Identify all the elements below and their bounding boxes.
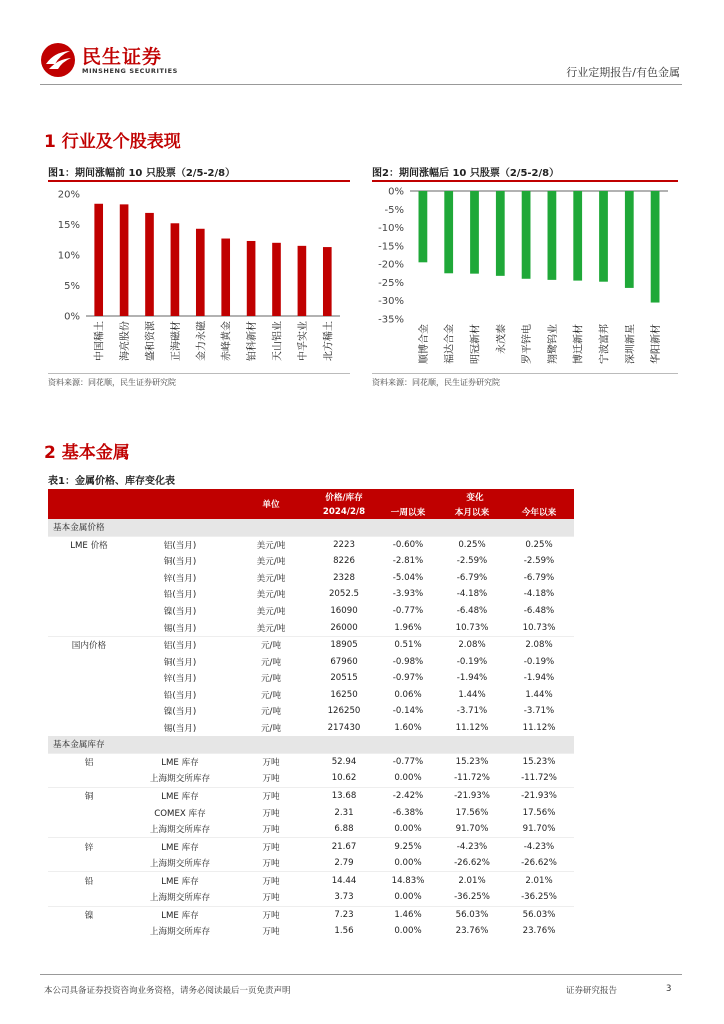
cell-item: 铝(当月) <box>130 536 230 553</box>
cell-week: -5.04% <box>392 572 424 583</box>
cell-week: -0.77% <box>376 753 440 770</box>
bar <box>599 191 608 282</box>
section-2-title: 2 基本金属 <box>44 443 130 463</box>
y-tick-label: 10% <box>57 250 80 262</box>
table-row <box>48 686 574 703</box>
fig2-title: 图2：期间涨幅后 10 只股票（2/5-2/8） <box>372 168 560 179</box>
fig2-title-underline <box>372 180 678 182</box>
bar <box>625 191 634 288</box>
cell-group <box>48 686 130 703</box>
cell-week: 0.00% <box>394 773 422 784</box>
table-row <box>48 906 574 923</box>
fig1-title-underline <box>48 180 350 182</box>
cell-group: 国内价格 <box>48 636 130 653</box>
cell-value: 126250 <box>327 706 361 717</box>
y-tick-label: 0% <box>64 311 80 323</box>
section-row-stock <box>48 736 574 753</box>
section-1-title: 1 行业及个股表现 <box>44 132 181 152</box>
y-tick-label: -10% <box>378 223 404 235</box>
category-label: 正海磁材 <box>170 321 182 361</box>
cell-group <box>48 720 130 737</box>
y-tick-label: 5% <box>64 281 80 292</box>
cell-group <box>48 889 130 906</box>
category-label: 深圳新星 <box>625 324 637 364</box>
table-row <box>48 536 574 553</box>
bar <box>94 204 103 316</box>
cell-item: COMEX 库存 <box>154 808 206 819</box>
cell-month: -26.62% <box>454 858 490 869</box>
cell-unit: 万吨 <box>230 872 312 889</box>
cell-week: 9.25% <box>376 838 440 855</box>
cell-month: -6.79% <box>456 572 488 583</box>
category-label: 顺博合金 <box>418 324 430 364</box>
cell-item: 铝(当月) <box>130 636 230 653</box>
y-tick-label: -15% <box>378 241 404 253</box>
cell-unit: 元/吨 <box>260 674 282 685</box>
logo <box>40 40 180 78</box>
fig2-source-divider <box>372 373 678 374</box>
cell-ytd: -4.23% <box>504 838 574 855</box>
cell-week: 0.06% <box>394 689 422 700</box>
table-row <box>48 821 574 838</box>
cell-item: 上海期交所库存 <box>149 859 211 870</box>
cell-unit: 万吨 <box>230 787 312 804</box>
cell-item: LME 库存 <box>130 906 230 923</box>
cell-group <box>48 586 130 603</box>
chart-top10 <box>48 183 350 373</box>
footer-label: 证券研究报告 <box>566 986 618 996</box>
bar <box>221 239 230 316</box>
header-change: 变化 <box>376 489 574 504</box>
cell-item: 上海期交所库存 <box>149 893 211 904</box>
fig1-source: 资料来源：同花顺，民生证券研究院 <box>48 378 176 387</box>
cell-month: 10.73% <box>455 622 489 633</box>
table-row <box>48 553 574 570</box>
category-label: 华阳新材 <box>651 324 663 364</box>
cell-month: -0.19% <box>456 656 488 667</box>
cell-value: 10.62 <box>331 773 357 784</box>
cell-value: 2223 <box>312 536 376 553</box>
cell-item: 锡(当月) <box>163 723 197 734</box>
cell-month: 17.56% <box>455 807 489 818</box>
cell-item: 锌(当月) <box>163 674 197 685</box>
cell-week: 1.60% <box>394 722 422 733</box>
cell-ytd: -6.79% <box>523 572 555 583</box>
cell-month: 15.23% <box>440 753 504 770</box>
cell-item: 上海期交所库存 <box>149 927 211 938</box>
cell-week: 0.00% <box>394 824 422 835</box>
cell-month: 1.44% <box>458 689 486 700</box>
cell-ytd: -11.72% <box>521 773 557 784</box>
cell-month: 11.12% <box>455 722 489 733</box>
header-price-stock: 价格/库存 <box>312 489 376 504</box>
cell-item: LME 库存 <box>130 753 230 770</box>
bar <box>247 241 256 316</box>
cell-ytd: -26.62% <box>521 858 557 869</box>
header-week: 一周以来 <box>376 504 440 519</box>
cell-item: 锌(当月) <box>163 573 197 584</box>
chart-bottom10 <box>372 183 678 373</box>
table-row <box>48 703 574 720</box>
cell-ytd: 2.08% <box>504 636 574 653</box>
bar <box>323 247 332 316</box>
table-row <box>48 720 574 737</box>
cell-value: 20515 <box>330 673 358 684</box>
table-row <box>48 787 574 804</box>
cell-month: 23.76% <box>455 926 489 937</box>
table-header-row-1 <box>48 489 574 504</box>
header-unit: 单位 <box>230 489 312 519</box>
table-row <box>48 636 574 653</box>
y-tick-label: 15% <box>57 220 80 231</box>
cell-week: -2.42% <box>376 787 440 804</box>
footer-disclaimer: 本公司具备证券投资咨询业务资格，请务必阅读最后一页免责声明 <box>44 986 291 996</box>
table-row <box>48 586 574 603</box>
cell-item: 铅(当月) <box>163 690 197 701</box>
y-tick-label: -5% <box>384 204 404 216</box>
cell-unit: 万吨 <box>262 825 280 836</box>
bar <box>419 191 428 262</box>
category-label: 铂科新材 <box>247 321 259 361</box>
table-row <box>48 923 574 940</box>
bar <box>120 204 129 316</box>
y-tick-label: -30% <box>378 296 404 308</box>
cell-week: -0.98% <box>392 656 424 667</box>
category-label: 罗平锌电 <box>522 324 534 364</box>
cell-group <box>48 619 130 636</box>
report-type: 行业定期报告/有色金属 <box>566 66 680 79</box>
bar <box>522 191 531 279</box>
cell-unit: 元/吨 <box>260 707 282 718</box>
cell-ytd: 1.44% <box>525 689 553 700</box>
cell-group <box>48 553 130 570</box>
bar <box>496 191 505 276</box>
cell-month: 0.25% <box>440 536 504 553</box>
cell-month: -21.93% <box>440 787 504 804</box>
cell-ytd: 23.76% <box>522 926 556 937</box>
cell-ytd: -3.71% <box>523 706 555 717</box>
cell-group: 铜 <box>48 787 130 804</box>
table-row <box>48 838 574 855</box>
section-label: 基本金属库存 <box>48 736 574 753</box>
cell-week: 1.46% <box>376 906 440 923</box>
cell-group <box>48 653 130 670</box>
category-label: 天山铝业 <box>272 321 284 361</box>
cell-value: 2328 <box>333 572 355 583</box>
cell-value: 217430 <box>327 722 361 733</box>
cell-value: 8226 <box>333 556 355 567</box>
cell-value: 13.68 <box>312 787 376 804</box>
table-row <box>48 619 574 636</box>
y-tick-label: -20% <box>378 259 404 271</box>
cell-ytd: -2.59% <box>523 556 555 567</box>
cell-ytd: 10.73% <box>522 622 556 633</box>
cell-unit: 万吨 <box>230 906 312 923</box>
category-label: 中国稀土 <box>94 321 106 361</box>
cell-value: 2.79 <box>334 858 354 869</box>
cell-item: 铜(当月) <box>163 657 197 668</box>
cell-value: 2052.5 <box>328 589 360 600</box>
cell-week: -0.97% <box>392 673 424 684</box>
header-date: 2024/2/8 <box>312 504 376 519</box>
category-label: 北方稀土 <box>323 321 335 361</box>
cell-group <box>48 670 130 687</box>
cell-item: 镍(当月) <box>163 707 197 718</box>
table-row <box>48 804 574 821</box>
bar <box>272 243 281 316</box>
bar <box>573 191 582 281</box>
cell-value: 7.23 <box>312 906 376 923</box>
cell-unit: 美元/吨 <box>256 557 286 568</box>
cell-week: 0.51% <box>376 636 440 653</box>
fig1-title: 图1：期间涨幅前 10 只股票（2/5-2/8） <box>48 168 236 179</box>
cell-month: -1.94% <box>456 673 488 684</box>
y-tick-label: 0% <box>388 186 404 198</box>
footer-divider <box>40 974 682 975</box>
category-label: 福达合金 <box>444 324 456 364</box>
cell-group: 铝 <box>48 753 130 770</box>
cell-month: -36.25% <box>454 892 490 903</box>
y-tick-label: 20% <box>57 189 80 201</box>
bar <box>651 191 660 303</box>
fig1-source-divider <box>48 373 350 374</box>
header-blank <box>130 489 230 504</box>
cell-month: -4.23% <box>440 838 504 855</box>
cell-unit: 元/吨 <box>260 723 282 734</box>
logo-text-cn: 民生证券 <box>82 46 163 68</box>
cell-month: 56.03% <box>440 906 504 923</box>
cell-month: 91.70% <box>455 824 489 835</box>
cell-item: 上海期交所库存 <box>149 774 211 785</box>
header-month: 本月以来 <box>440 504 504 519</box>
cell-ytd: -1.94% <box>523 673 555 684</box>
table-row <box>48 872 574 889</box>
bar <box>444 191 453 273</box>
header-blank <box>48 489 130 504</box>
cell-unit: 万吨 <box>262 859 280 870</box>
cell-item: 铅(当月) <box>163 590 197 601</box>
cell-week: -2.81% <box>392 556 424 567</box>
cell-unit: 美元/吨 <box>256 590 286 601</box>
table-row <box>48 653 574 670</box>
cell-value: 16250 <box>330 689 358 700</box>
cell-month: -11.72% <box>454 773 490 784</box>
cell-item: 锡(当月) <box>163 623 197 634</box>
cell-item: LME 库存 <box>130 872 230 889</box>
y-tick-label: -25% <box>378 277 404 289</box>
fig2-source: 资料来源：同花顺，民生证券研究院 <box>372 378 500 387</box>
cell-week: -3.93% <box>392 589 424 600</box>
cell-month: -3.71% <box>456 706 488 717</box>
cell-month: -4.18% <box>456 589 488 600</box>
cell-value: 14.44 <box>312 872 376 889</box>
cell-group <box>48 923 130 940</box>
cell-group: 铅 <box>48 872 130 889</box>
header-blank <box>48 504 130 519</box>
cell-value: 1.56 <box>334 926 354 937</box>
cell-ytd: -0.19% <box>523 656 555 667</box>
cell-group <box>48 855 130 872</box>
cell-ytd: 11.12% <box>522 722 556 733</box>
cell-unit: 美元/吨 <box>256 607 286 617</box>
cell-week: 0.00% <box>394 892 422 903</box>
metals-table <box>48 489 574 940</box>
cell-value: 26000 <box>330 622 358 633</box>
cell-week: 1.96% <box>394 622 422 633</box>
cell-value: 21.67 <box>312 838 376 855</box>
header-divider <box>40 84 682 85</box>
cell-ytd: -6.48% <box>523 606 555 616</box>
cell-unit: 美元/吨 <box>256 573 286 584</box>
cell-unit: 美元/吨 <box>256 623 286 634</box>
cell-week: -0.14% <box>392 706 424 717</box>
cell-group <box>48 804 130 821</box>
section-label: 基本金属价格 <box>48 519 574 536</box>
cell-value: 67960 <box>330 656 358 667</box>
cell-group <box>48 570 130 587</box>
cell-ytd: 0.25% <box>504 536 574 553</box>
table-row <box>48 670 574 687</box>
table-row <box>48 770 574 787</box>
cell-ytd: 91.70% <box>522 824 556 835</box>
header-ytd: 今年以来 <box>504 504 574 519</box>
table-row <box>48 570 574 587</box>
cell-ytd: 56.03% <box>504 906 574 923</box>
cell-unit: 万吨 <box>262 774 280 785</box>
category-label: 金力永磁 <box>196 321 208 361</box>
cell-unit: 万吨 <box>262 893 280 904</box>
cell-ytd: -4.18% <box>523 589 555 600</box>
logo-text-en: MINSHENG SECURITIES <box>82 67 178 75</box>
table-row <box>48 889 574 906</box>
bar <box>548 191 557 280</box>
header-blank <box>130 504 230 519</box>
bar <box>298 246 307 316</box>
cell-week: 0.00% <box>394 858 422 869</box>
cell-ytd: 15.23% <box>504 753 574 770</box>
cell-unit: 万吨 <box>262 927 280 938</box>
page-number: 3 <box>666 984 672 994</box>
cell-unit: 万吨 <box>230 753 312 770</box>
cell-item: LME 库存 <box>130 787 230 804</box>
cell-unit: 万吨 <box>230 838 312 855</box>
cell-group <box>48 821 130 838</box>
cell-value: 2.31 <box>334 807 354 818</box>
cell-item: LME 库存 <box>130 838 230 855</box>
table-row <box>48 855 574 872</box>
cell-value: 16090 <box>330 606 358 616</box>
cell-week: -0.77% <box>392 606 424 616</box>
cell-week: -6.38% <box>392 807 424 818</box>
cell-week: -0.60% <box>376 536 440 553</box>
cell-group <box>48 603 130 620</box>
cell-item: 镍(当月) <box>163 607 197 617</box>
cell-month: -6.48% <box>456 606 488 616</box>
cell-unit: 元/吨 <box>260 657 282 668</box>
category-label: 宁波富邦 <box>599 324 611 364</box>
category-label: 明冠新材 <box>470 324 482 364</box>
cell-unit: 元/吨 <box>260 690 282 701</box>
cell-value: 18905 <box>312 636 376 653</box>
bar <box>171 223 180 316</box>
table-row <box>48 603 574 620</box>
cell-value: 6.88 <box>334 824 354 835</box>
y-tick-label: -35% <box>378 314 404 326</box>
cell-group: 锌 <box>48 838 130 855</box>
bar <box>196 229 205 316</box>
table-title: 表1：金属价格、库存变化表 <box>48 476 175 487</box>
category-label: 翔鹭钨业 <box>547 324 559 364</box>
category-label: 赤峰黄金 <box>221 321 233 361</box>
cell-group: LME 价格 <box>48 536 130 553</box>
cell-week: 0.00% <box>394 926 422 937</box>
cell-month: -2.59% <box>456 556 488 567</box>
cell-unit: 元/吨 <box>230 636 312 653</box>
cell-value: 3.73 <box>334 892 354 903</box>
cell-ytd: -21.93% <box>504 787 574 804</box>
cell-group: 镍 <box>48 906 130 923</box>
cell-month: 2.01% <box>440 872 504 889</box>
table-row <box>48 753 574 770</box>
cell-unit: 美元/吨 <box>230 536 312 553</box>
category-label: 博迁新材 <box>573 324 585 364</box>
category-label: 中孚实业 <box>297 321 309 361</box>
cell-value: 52.94 <box>312 753 376 770</box>
section-row-price <box>48 519 574 536</box>
category-label: 海亮股份 <box>120 321 132 361</box>
logo-mark-icon <box>40 42 76 78</box>
bar <box>470 191 479 274</box>
cell-month: 2.08% <box>440 636 504 653</box>
category-label: 永茂泰 <box>496 324 508 354</box>
cell-ytd: -36.25% <box>521 892 557 903</box>
bar <box>145 213 154 316</box>
cell-week: 14.83% <box>376 872 440 889</box>
cell-group <box>48 770 130 787</box>
cell-ytd: 17.56% <box>522 807 556 818</box>
cell-ytd: 2.01% <box>504 872 574 889</box>
cell-item: 上海期交所库存 <box>149 825 211 836</box>
category-label: 盛和资源 <box>145 321 157 361</box>
cell-unit: 万吨 <box>262 808 280 819</box>
cell-group <box>48 703 130 720</box>
cell-item: 铜(当月) <box>163 557 197 568</box>
